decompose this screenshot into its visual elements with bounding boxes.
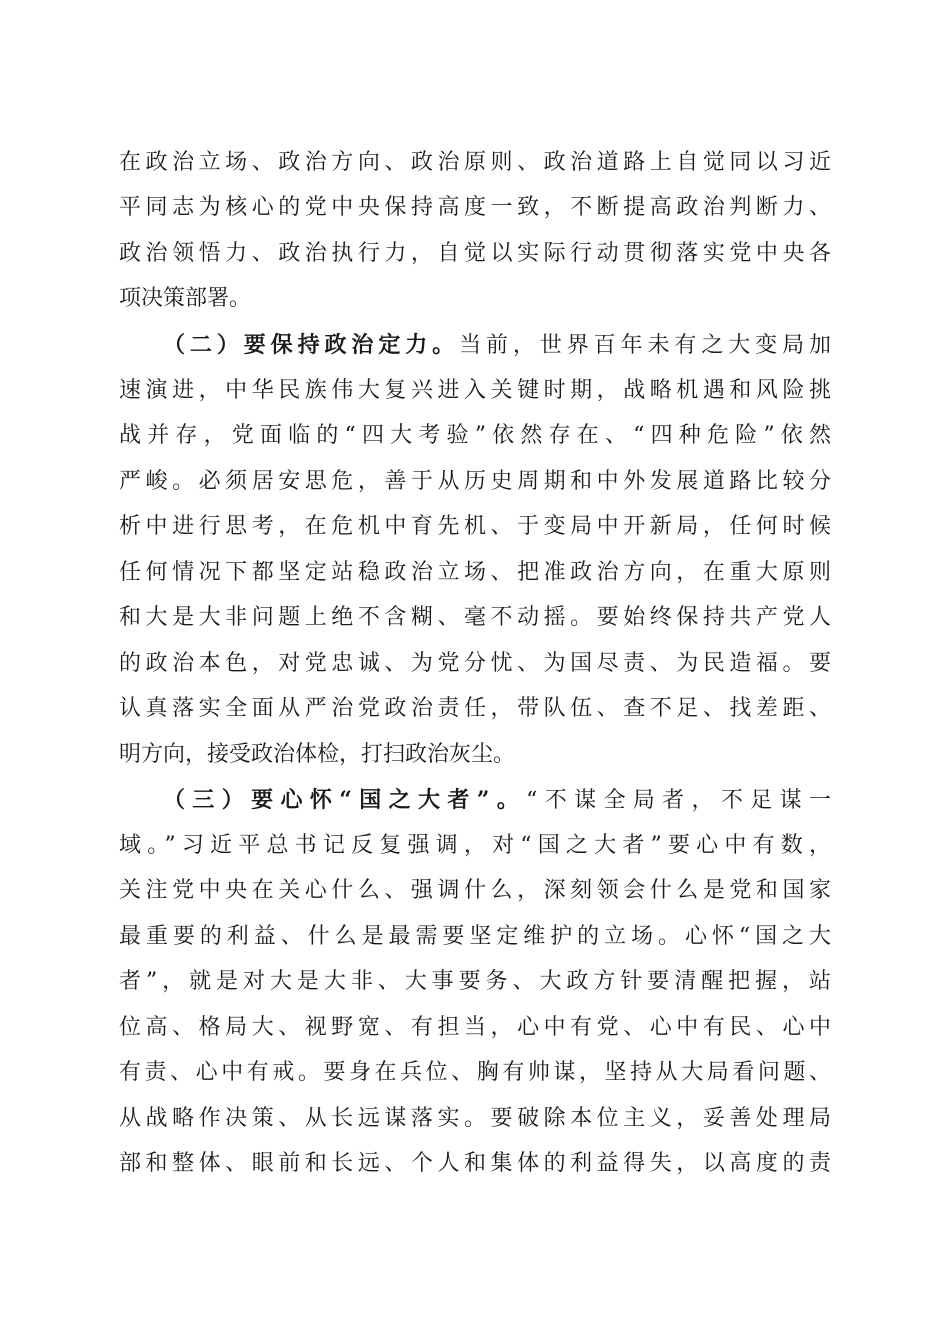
paragraph-2-line-5: 析中进行思考，在危机中育先机、于变局中开新局，任何时候 [119, 514, 831, 539]
paragraph-2-line-10: 明方向，接受政治体检，打扫政治灰尘。 [119, 742, 516, 767]
paragraph-3-line-9: 部和整体、眼前和长远、个人和集体的利益得失，以高度的责 [119, 1151, 831, 1176]
paragraph-1-line-1: 在政治立场、政治方向、政治原则、政治道路上自觉同以习近 [119, 150, 831, 175]
paragraph-3-heading: （三）要心怀“国之大者”。 [163, 787, 527, 813]
paragraph-1-line-4: 项决策部署。 [119, 286, 252, 311]
paragraph-2-line-8: 的政治本色，对党忠诚、为党分忧、为国尽责、为民造福。要 [119, 651, 831, 676]
paragraph-2-line-9: 认真落实全面从严治党政治责任，带队伍、查不足、找差距、 [119, 696, 831, 721]
paragraph-3-line-7: 有责、心中有戒。要身在兵位、胸有帅谋，坚持从大局看问题、 [119, 1060, 831, 1085]
paragraph-2-line-1 [163, 327, 831, 363]
paragraph-3-line-3: 关注党中央在关心什么、强调什么，深刻领会什么是党和国家 [119, 878, 831, 903]
paragraph-2-line-1-text: 当前，世界百年未有之大变局加 [459, 333, 831, 358]
paragraph-3-line-8: 从战略作决策、从长远谋落实。要破除本位主义，妥善处理局 [119, 1106, 831, 1131]
paragraph-2-line-4: 严峻。必须居安思危，善于从历史周期和中外发展道路比较分 [119, 469, 831, 494]
paragraph-2-line-6: 任何情况下都坚定站稳政治立场、把准政治方向，在重大原则 [119, 560, 831, 585]
paragraph-2-line-7: 和大是大非问题上绝不含糊、毫不动摇。要始终保持共产党人 [119, 605, 831, 630]
paragraph-3-line-1-text: “不谋全局者，不足谋一 [526, 788, 832, 813]
paragraph-1-line-2: 平同志为核心的党中央保持高度一致，不断提高政治判断力、 [119, 195, 831, 220]
paragraph-2-heading: （二）要保持政治定力。 [163, 332, 460, 358]
paragraph-3-line-4: 最重要的利益、什么是最需要坚定维护的立场。心怀“国之大 [119, 924, 831, 949]
paragraph-3-line-1 [163, 782, 831, 818]
paragraph-3-line-2: 域。”习近平总书记反复强调，对“国之大者”要心中有数， [119, 833, 831, 858]
paragraph-3-line-6: 位高、格局大、视野宽、有担当，心中有党、心中有民、心中 [119, 1015, 831, 1040]
paragraph-1-line-3: 政治领悟力、政治执行力，自觉以实际行动贯彻落实党中央各 [119, 241, 831, 266]
paragraph-2-line-3: 战并存，党面临的“四大考验”依然存在、“四种危险”依然 [119, 423, 831, 448]
paragraph-2-line-2: 速演进，中华民族伟大复兴进入关键时期，战略机遇和风险挑 [119, 378, 831, 403]
paragraph-3-line-5: 者”，就是对大是大非、大事要务、大政方针要清醒把握，站 [119, 969, 831, 994]
